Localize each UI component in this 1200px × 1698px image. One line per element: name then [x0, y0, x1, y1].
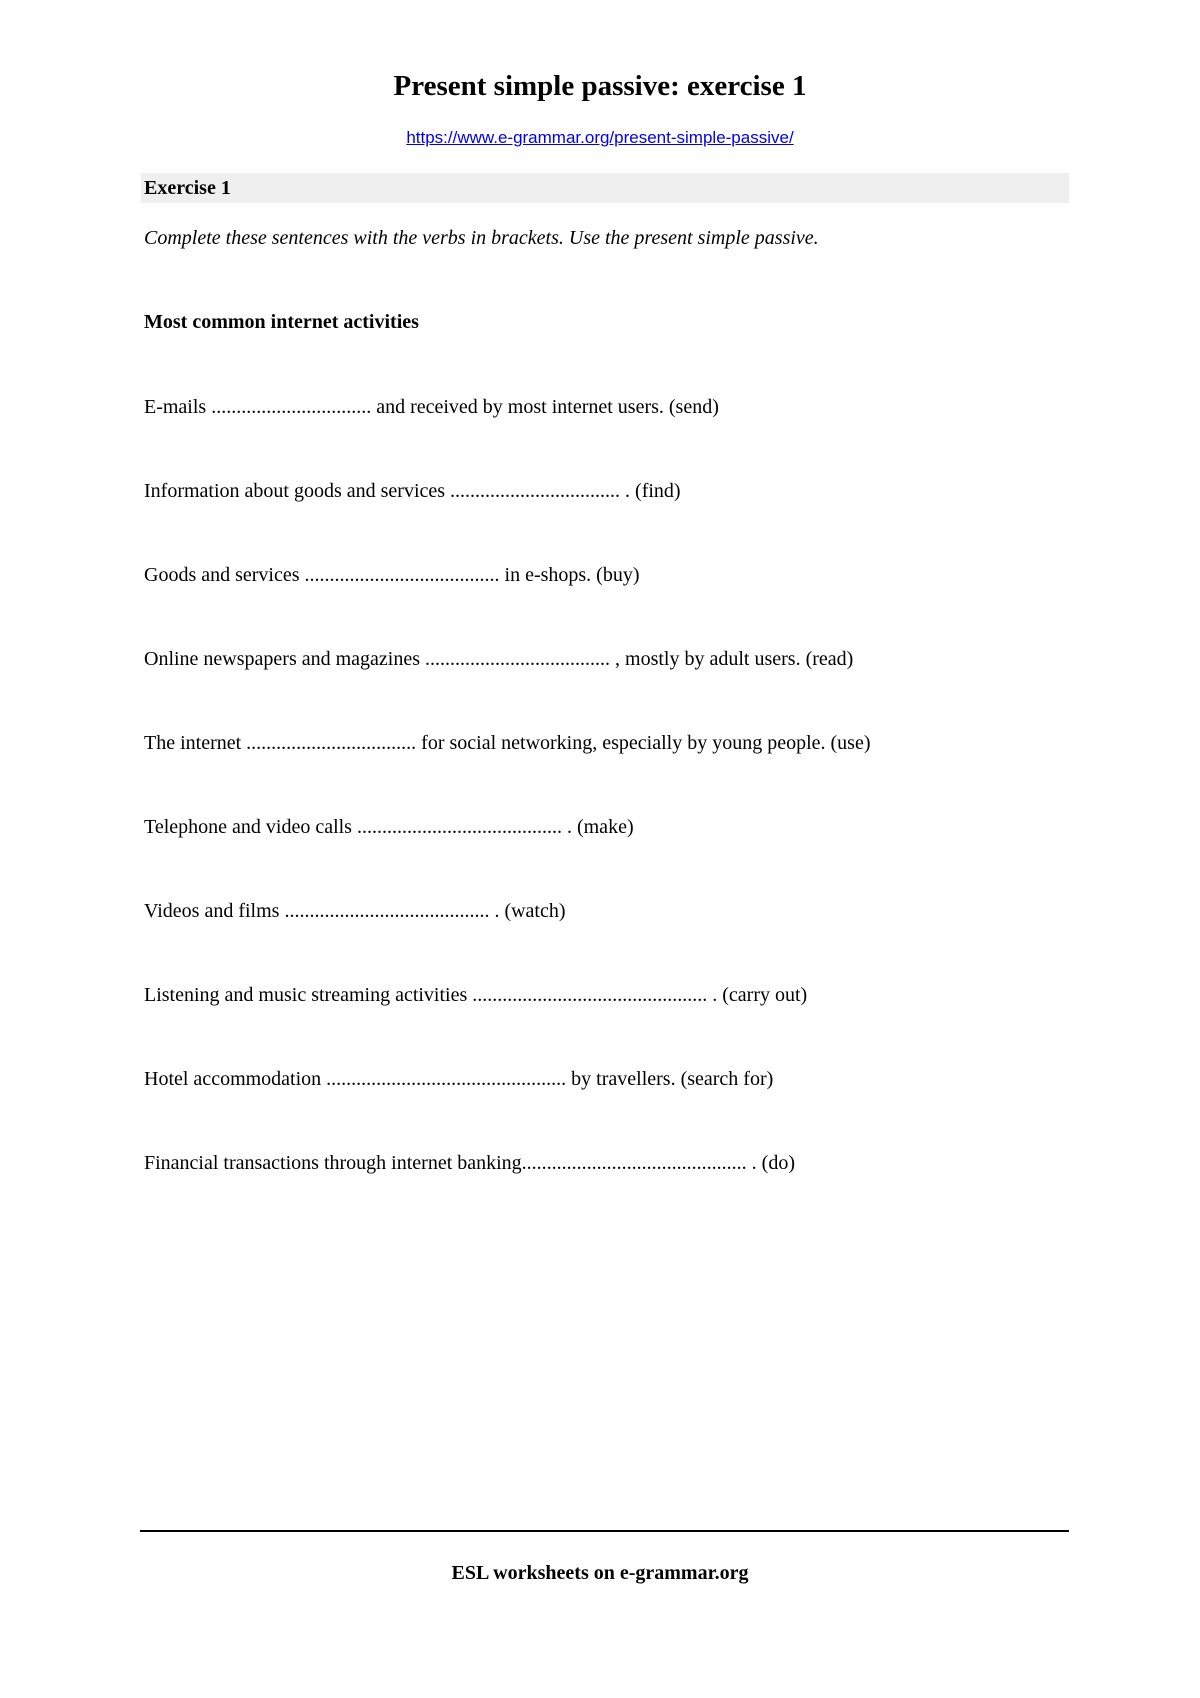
exercise-item: Goods and services ....................................... in e-shops. (buy)	[144, 564, 640, 586]
exercise-item: Listening and music streaming activities ............................................... . (carry out)	[144, 984, 808, 1006]
exercise-header-bar	[141, 173, 1069, 203]
source-link[interactable]: https://www.e-grammar.org/present-simple-passive/	[406, 128, 794, 147]
exercise-label: Exercise 1	[144, 177, 231, 199]
exercise-subheading: Most common internet activities	[144, 311, 419, 333]
page-title: Present simple passive: exercise 1	[393, 70, 807, 102]
footer-divider	[140, 1530, 1069, 1532]
exercise-item: Information about goods and services .................................. . (find)	[144, 480, 681, 502]
exercise-item: Online newspapers and magazines ..................................... , mostly by adult users. (read)	[144, 648, 854, 670]
exercise-instruction: Complete these sentences with the verbs in brackets. Use the present simple passive.	[144, 227, 819, 249]
exercise-item: The internet .................................. for social networking, especially by young people. (use)	[144, 732, 871, 754]
exercise-item: E-mails ................................ and received by most internet users. (send)	[144, 396, 719, 418]
exercise-item: Hotel accommodation ................................................ by travellers. (search for)	[144, 1068, 774, 1090]
exercise-item: Financial transactions through internet banking............................................. . (do)	[144, 1152, 796, 1174]
exercise-item: Videos and films ......................................... . (watch)	[144, 900, 566, 922]
footer-text: ESL worksheets on e-grammar.org	[451, 1562, 749, 1584]
exercise-items	[144, 395, 1074, 1235]
exercise-item: Telephone and video calls ......................................... . (make)	[144, 816, 634, 838]
